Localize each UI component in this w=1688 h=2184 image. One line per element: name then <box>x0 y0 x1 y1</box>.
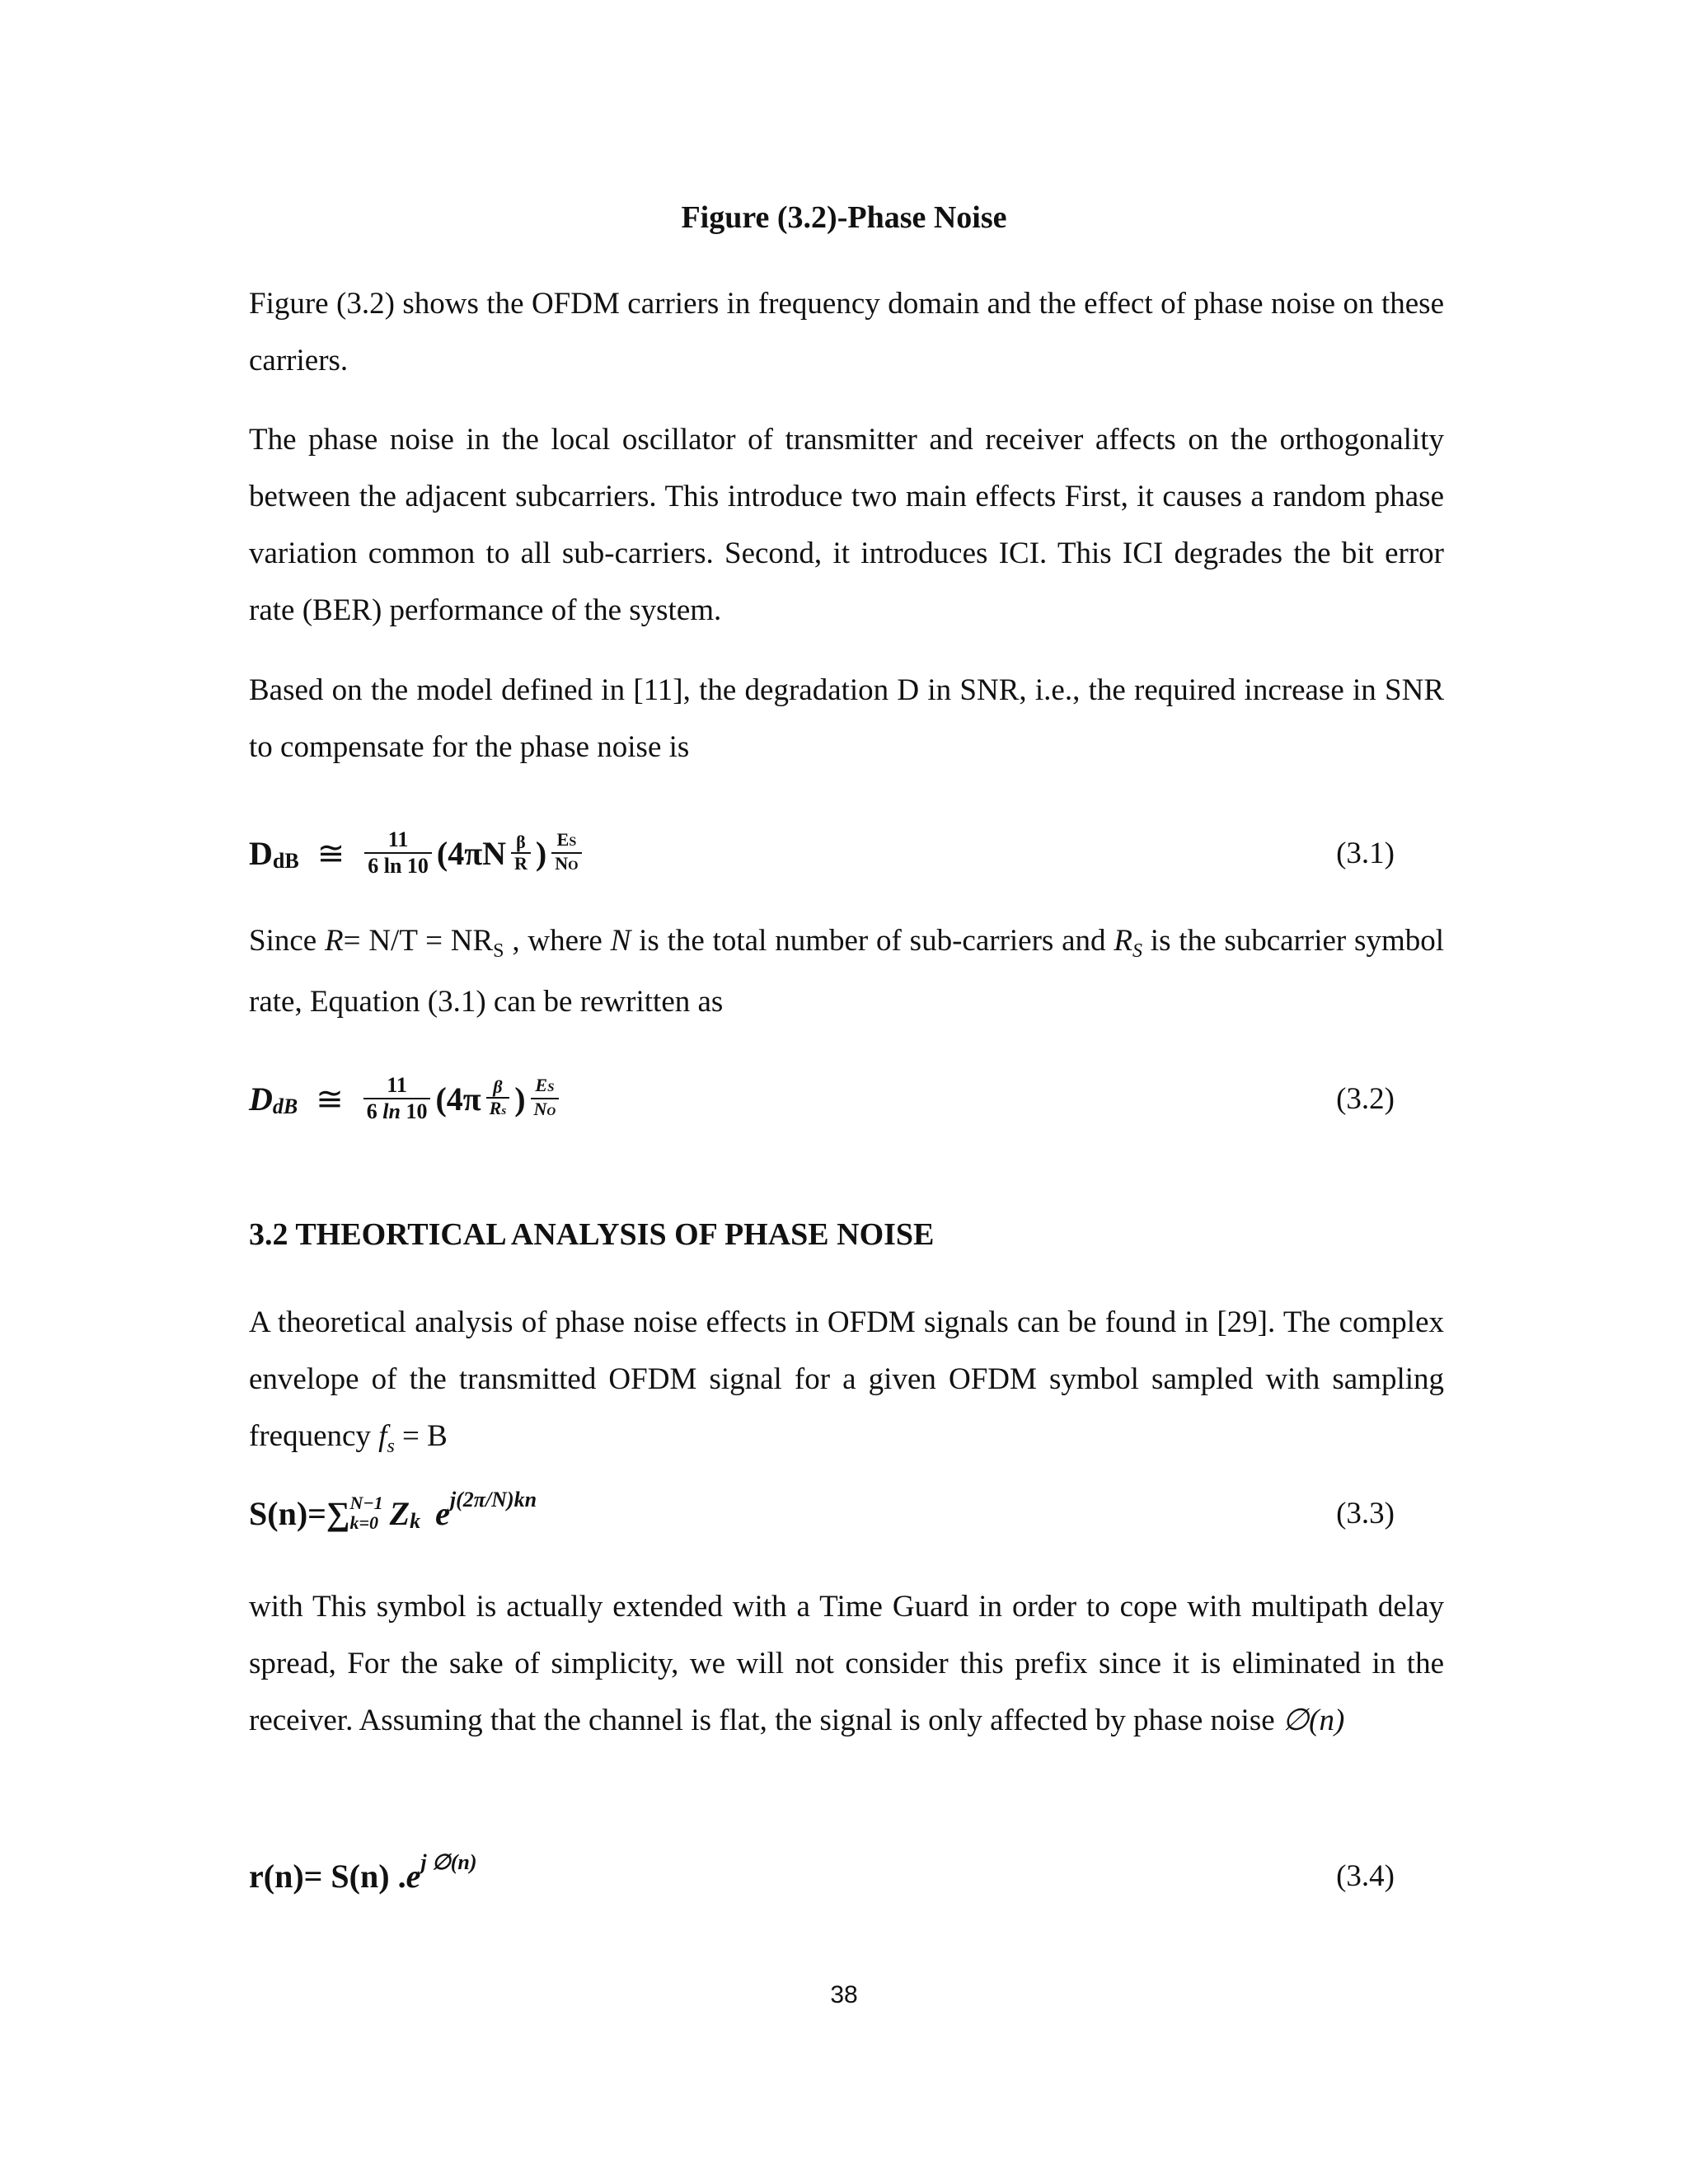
paragraph-phase-noise-effects: The phase noise in the local oscillator of transmitter and receiver affects on the orthogonality between the adjacent subcarriers. This introduce two main effects First, it causes a random phase variation common to all sub-carriers. Second, it introduces ICI. This ICI degrades the bit error rate (BER) performance of the system. <box>249 423 1444 627</box>
figure-caption: Figure (3.2)-Phase Noise <box>681 200 1007 235</box>
equation-number: (3.4) <box>1336 1858 1395 1893</box>
sum-limits: N−1 k=0 <box>349 1493 383 1533</box>
paragraph-intro: Figure (3.2) shows the OFDM carriers in frequency domain and the effect of phase noise on these carriers. <box>249 287 1444 377</box>
equation-number: (3.1) <box>1336 836 1395 870</box>
eq1-beta-fraction: $\frac{\beta}{R}$ <box>511 832 531 874</box>
eq2-coefficient: $\frac{11}{6 \ln 10}$ <box>363 1073 431 1124</box>
section-heading: 3.2 THEORTICAL ANALYSIS OF PHASE NOISE <box>249 1217 935 1252</box>
paragraph-theoretical-analysis: A theoretical analysis of phase noise effects in OFDM signals can be found in [29]. The complex envelope of the transmitted OFDM signal for a given OFDM symbol sampled with sampling frequency $f_s = B$ <box>249 1305 1444 1457</box>
equation-3-2 <box>249 1057 1444 1140</box>
equation-3-1-body: D dB ≅ $\frac{11}{6 \ln 10}$ (4πN $\frac{\beta}{R}$ ) $\frac{ES}{NO}$ <box>249 812 587 894</box>
equation-number: (3.3) <box>1336 1496 1395 1530</box>
equation-3-1 <box>249 812 1444 894</box>
eq2-beta-fraction: $\frac{\beta}{Rs}$ <box>486 1077 510 1121</box>
eq1-es-n0-fraction: $\frac{ES}{NO}$ <box>551 830 581 876</box>
equation-3-4 <box>249 1835 1444 1917</box>
equation-3-3-body: S(n)=∑ N−1 k=0 Z k e j(2π/N)kn <box>249 1488 537 1533</box>
equation-number: (3.2) <box>1336 1081 1395 1116</box>
equation-3-2-body: D dB ≅ $\frac{11}{6 \ln 10}$ (4π $\frac{\beta}{Rs}$ ) $\frac{ES}{NO}$ <box>249 1057 564 1140</box>
eq2-es-n0-fraction: $\frac{ES}{NO}$ <box>531 1076 560 1122</box>
eq1-coefficient: $\frac{11}{6 \ln 10}$ <box>364 827 432 879</box>
paragraph-degradation-model: Based on the model defined in [11], the degradation D in SNR, i.e., the required increase in SNR to compensate for the phase noise is <box>249 673 1444 764</box>
paragraph-time-guard: with This symbol is actually extended with a Time Guard in order to cope with multipath delay spread, For the sake of simplicity, we will not consider this prefix since it is eliminated in the receiver. Assuming that the channel is flat, the signal is only affected by phase noise ∅(n) <box>249 1590 1444 1737</box>
equation-3-4-body: r(n)= S(n) . e j ∅(n) <box>249 1850 477 1895</box>
page-number: 38 <box>830 1981 858 2008</box>
equation-3-3 <box>249 1472 1444 1554</box>
paragraph-rewrite-equation: Since $R= N/T = NR_S$ , where N is the total number of sub-carriers and $R_S$ is the subcarrier symbol rate, Equation (3.1) can be rewritten as <box>249 924 1444 1019</box>
